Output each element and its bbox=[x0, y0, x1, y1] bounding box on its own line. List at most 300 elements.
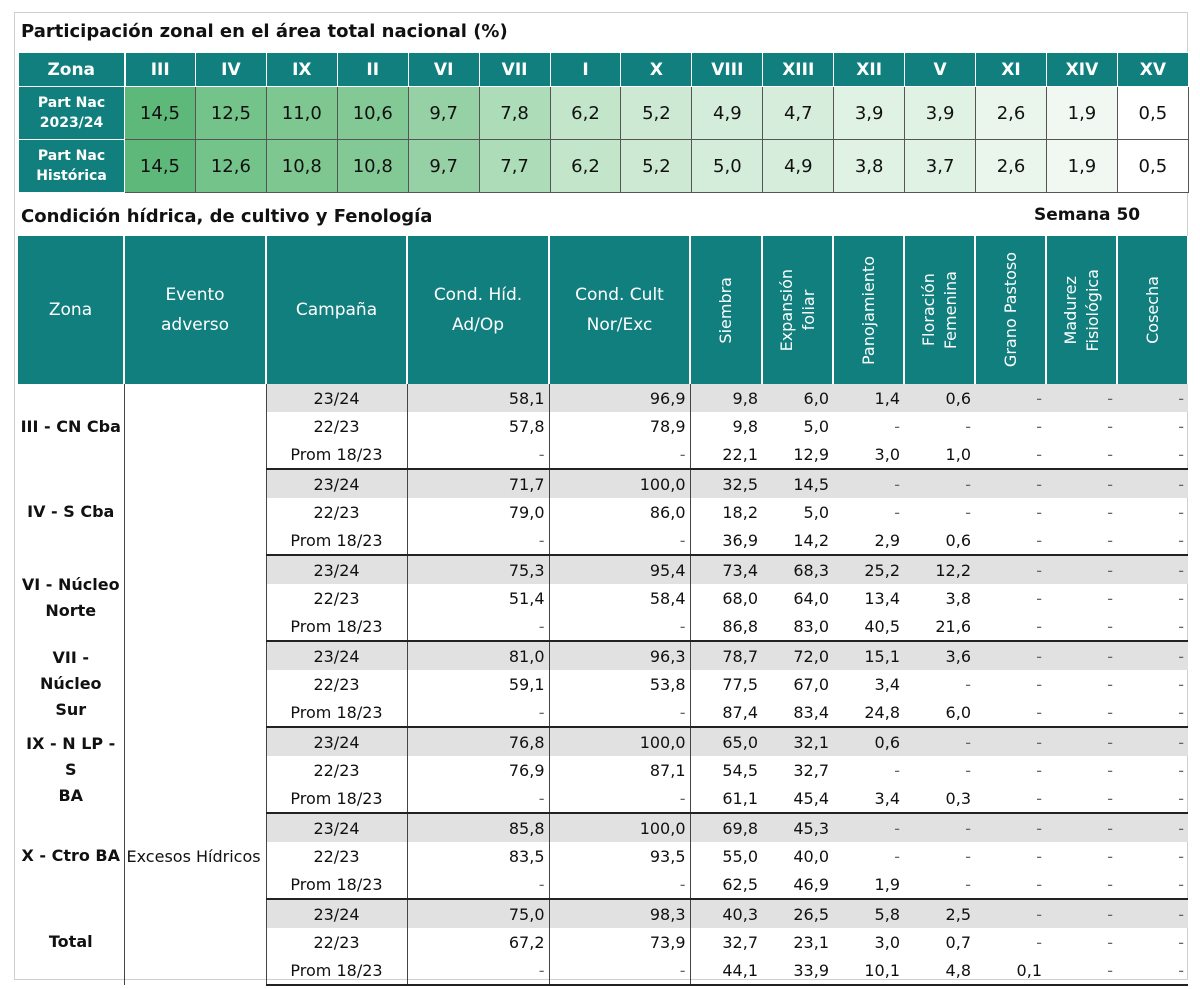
col-siembra bbox=[690, 236, 762, 384]
participation-value: 9,7 bbox=[408, 87, 479, 140]
value-cell: 67,2 bbox=[407, 928, 549, 956]
value-cell: 32,1 bbox=[762, 727, 833, 756]
campana-cell: 22/23 bbox=[266, 584, 407, 612]
value-cell: - bbox=[965, 416, 971, 436]
zone-header: I bbox=[550, 53, 621, 87]
col-madurez-line1: Madurez bbox=[1060, 275, 1080, 345]
zone-header: XIV bbox=[1046, 53, 1117, 87]
value-cell: 2,5 bbox=[904, 899, 975, 928]
evento-cell bbox=[124, 469, 266, 555]
value-cell: 100,0 bbox=[549, 469, 690, 498]
value-cell: 75,0 bbox=[407, 899, 549, 928]
value-cell: - bbox=[1046, 555, 1117, 584]
value-cell: 12,9 bbox=[762, 440, 833, 469]
value-cell: 73,4 bbox=[690, 555, 762, 584]
value-cell: 1,4 bbox=[833, 384, 904, 412]
value-cell: - bbox=[965, 846, 971, 866]
col-cond-hid bbox=[407, 236, 549, 384]
value-cell: - bbox=[965, 760, 971, 780]
zona-name-line1: VII - Núcleo bbox=[39, 648, 102, 693]
value-cell: 68,3 bbox=[762, 555, 833, 584]
value-cell: - bbox=[549, 440, 690, 469]
col-panojamiento-label: Panojamiento bbox=[858, 255, 878, 365]
participation-value: 6,2 bbox=[550, 87, 621, 140]
zona-cell bbox=[18, 727, 124, 813]
participation-row bbox=[19, 87, 1189, 140]
value-cell: 76,9 bbox=[407, 756, 549, 784]
value-cell: 0,6 bbox=[833, 727, 904, 756]
value-cell: - bbox=[975, 440, 1046, 469]
zone-header: VIII bbox=[692, 53, 763, 87]
value-cell: 83,0 bbox=[762, 612, 833, 641]
value-cell: - bbox=[407, 956, 549, 985]
col-evento bbox=[124, 236, 266, 384]
value-cell: - bbox=[975, 784, 1046, 813]
value-cell: 71,7 bbox=[407, 469, 549, 498]
value-cell: 9,8 bbox=[732, 416, 758, 436]
participation-value: 3,8 bbox=[834, 140, 905, 193]
zona-cell bbox=[18, 813, 124, 899]
value-cell: - bbox=[1178, 674, 1184, 694]
value-cell: 81,0 bbox=[407, 641, 549, 670]
value-cell: - bbox=[1036, 674, 1042, 694]
value-cell: 83,5 bbox=[407, 842, 549, 870]
row-label-line2: Histórica bbox=[36, 168, 107, 184]
value-cell: - bbox=[894, 416, 900, 436]
zone-header: IX bbox=[266, 53, 337, 87]
zone-header: VII bbox=[479, 53, 550, 87]
value-cell: 55,0 bbox=[722, 846, 758, 866]
value-cell: - bbox=[1117, 727, 1188, 756]
value-cell: - bbox=[894, 760, 900, 780]
participation-value: 7,7 bbox=[479, 140, 550, 193]
participation-value: 0,5 bbox=[1117, 87, 1188, 140]
value-cell: 96,9 bbox=[549, 384, 690, 412]
value-cell: - bbox=[1117, 612, 1188, 641]
value-cell: 54,5 bbox=[722, 760, 758, 780]
value-cell: 22,1 bbox=[690, 440, 762, 469]
conditions-row bbox=[18, 899, 1188, 928]
campana-cell: 23/24 bbox=[266, 469, 407, 498]
col-floracion-line1: Floración bbox=[918, 273, 938, 347]
value-cell: - bbox=[833, 469, 904, 498]
value-cell: - bbox=[1178, 846, 1184, 866]
value-cell: 77,5 bbox=[722, 674, 758, 694]
value-cell: - bbox=[904, 870, 975, 899]
value-cell: 45,3 bbox=[762, 813, 833, 842]
value-cell: 68,0 bbox=[722, 588, 758, 608]
col-cosecha bbox=[1117, 236, 1188, 384]
value-cell: 57,8 bbox=[407, 412, 549, 440]
value-cell: 10,1 bbox=[833, 956, 904, 985]
value-cell: - bbox=[1117, 813, 1188, 842]
value-cell: 2,9 bbox=[833, 526, 904, 555]
value-cell: - bbox=[1046, 384, 1117, 412]
value-cell: 87,1 bbox=[549, 756, 690, 784]
evento-cell bbox=[124, 899, 266, 985]
evento-cell bbox=[124, 727, 266, 813]
value-cell: - bbox=[549, 784, 690, 813]
zone-header: X bbox=[621, 53, 692, 87]
value-cell: 62,5 bbox=[690, 870, 762, 899]
value-cell: - bbox=[1046, 813, 1117, 842]
participation-value: 10,6 bbox=[337, 87, 408, 140]
participation-value: 3,9 bbox=[834, 87, 905, 140]
participation-value: 3,9 bbox=[905, 87, 976, 140]
col-floracion bbox=[904, 236, 975, 384]
value-cell: 3,0 bbox=[874, 932, 900, 952]
value-cell: 6,0 bbox=[904, 698, 975, 727]
value-cell: 9,8 bbox=[690, 384, 762, 412]
value-cell: 26,5 bbox=[762, 899, 833, 928]
zona-name-line1: X - Ctro BA bbox=[21, 846, 121, 865]
value-cell: 15,1 bbox=[833, 641, 904, 670]
value-cell: - bbox=[1036, 588, 1042, 608]
conditions-table bbox=[18, 236, 1189, 986]
zone-header: XIII bbox=[763, 53, 834, 87]
col-cond-hid-line2: Ad/Op bbox=[451, 315, 505, 335]
participation-row-label bbox=[19, 87, 125, 140]
zone-header: V bbox=[905, 53, 976, 87]
zona-cell bbox=[18, 641, 124, 727]
value-cell: - bbox=[407, 440, 549, 469]
value-cell: - bbox=[407, 612, 549, 641]
value-cell: - bbox=[407, 870, 549, 899]
value-cell: - bbox=[1107, 846, 1113, 866]
col-madurez-line2: Fisiológica bbox=[1082, 268, 1102, 352]
value-cell: - bbox=[1117, 899, 1188, 928]
col-evento-line2: adverso bbox=[161, 315, 229, 335]
value-cell: 3,8 bbox=[945, 588, 971, 608]
zone-header: XI bbox=[976, 53, 1047, 87]
value-cell: 0,3 bbox=[904, 784, 975, 813]
zona-name-line2: Sur bbox=[55, 700, 87, 719]
participation-value: 2,6 bbox=[976, 140, 1047, 193]
col-floracion-label bbox=[918, 271, 962, 349]
value-cell: - bbox=[1117, 555, 1188, 584]
value-cell: 86,8 bbox=[690, 612, 762, 641]
value-cell: 67,0 bbox=[793, 674, 829, 694]
zona-cell bbox=[18, 899, 124, 985]
col-evento-line1: Evento bbox=[165, 285, 225, 305]
value-cell: 1,9 bbox=[833, 870, 904, 899]
col-cond-hid-line1: Cond. Híd. bbox=[433, 285, 523, 305]
value-cell: 65,0 bbox=[690, 727, 762, 756]
participation-value: 4,9 bbox=[692, 87, 763, 140]
participation-title: Participación zonal en el área total nacional (%) bbox=[21, 21, 508, 42]
zona-cell bbox=[18, 469, 124, 555]
campana-cell: Prom 18/23 bbox=[266, 440, 407, 469]
campana-cell: Prom 18/23 bbox=[266, 698, 407, 727]
value-cell: 40,0 bbox=[793, 846, 829, 866]
value-cell: - bbox=[549, 956, 690, 985]
value-cell: 100,0 bbox=[549, 813, 690, 842]
value-cell: - bbox=[1046, 956, 1117, 985]
conditions-row bbox=[18, 469, 1188, 498]
participation-value: 2,6 bbox=[976, 87, 1047, 140]
value-cell: - bbox=[894, 846, 900, 866]
zona-header: Zona bbox=[19, 53, 125, 87]
value-cell: 85,8 bbox=[407, 813, 549, 842]
value-cell: 83,4 bbox=[762, 698, 833, 727]
value-cell: 40,5 bbox=[833, 612, 904, 641]
value-cell: 32,5 bbox=[690, 469, 762, 498]
conditions-row bbox=[18, 813, 1188, 842]
value-cell: - bbox=[407, 526, 549, 555]
zona-cell bbox=[18, 555, 124, 641]
zone-header: IV bbox=[195, 53, 266, 87]
value-cell: - bbox=[1107, 588, 1113, 608]
col-expansion-line1: Expansión bbox=[776, 268, 796, 352]
value-cell: - bbox=[975, 469, 1046, 498]
participation-value: 5,2 bbox=[621, 140, 692, 193]
col-cond-cult-line1: Cond. Cult bbox=[575, 285, 664, 305]
col-expansion bbox=[762, 236, 833, 384]
campana-cell: Prom 18/23 bbox=[266, 956, 407, 985]
evento-cell bbox=[124, 641, 266, 727]
value-cell: - bbox=[975, 641, 1046, 670]
col-campana: Campaña bbox=[266, 236, 407, 384]
value-cell: 32,7 bbox=[722, 932, 758, 952]
value-cell: 5,0 bbox=[803, 502, 829, 522]
value-cell: 3,4 bbox=[874, 674, 900, 694]
value-cell: 75,3 bbox=[407, 555, 549, 584]
value-cell: 36,9 bbox=[690, 526, 762, 555]
campana-cell: 23/24 bbox=[266, 899, 407, 928]
conditions-header-row bbox=[18, 236, 1188, 384]
value-cell: 76,8 bbox=[407, 727, 549, 756]
value-cell: - bbox=[407, 698, 549, 727]
participation-value: 12,6 bbox=[195, 140, 266, 193]
value-cell: - bbox=[1046, 899, 1117, 928]
value-cell: - bbox=[1117, 526, 1188, 555]
zone-header: XV bbox=[1117, 53, 1188, 87]
col-expansion-label bbox=[776, 269, 820, 351]
participation-value: 9,7 bbox=[408, 140, 479, 193]
value-cell: 3,0 bbox=[833, 440, 904, 469]
value-cell: 1,0 bbox=[904, 440, 975, 469]
value-cell: - bbox=[1107, 416, 1113, 436]
value-cell: - bbox=[1117, 956, 1188, 985]
participation-row bbox=[19, 140, 1189, 193]
value-cell: - bbox=[1117, 870, 1188, 899]
value-cell: - bbox=[833, 813, 904, 842]
value-cell: - bbox=[1178, 760, 1184, 780]
value-cell: 0,6 bbox=[904, 384, 975, 412]
col-floracion-line2: Femenina bbox=[940, 270, 960, 350]
value-cell: 23,1 bbox=[793, 932, 829, 952]
value-cell: 78,7 bbox=[690, 641, 762, 670]
col-cond-cult bbox=[549, 236, 690, 384]
zone-header: VI bbox=[408, 53, 479, 87]
zona-name-line2: BA bbox=[58, 786, 84, 805]
conditions-row bbox=[18, 384, 1188, 412]
value-cell: - bbox=[965, 502, 971, 522]
value-cell: 3,6 bbox=[904, 641, 975, 670]
zona-name-line1: III - CN Cba bbox=[20, 416, 121, 436]
value-cell: - bbox=[904, 469, 975, 498]
participation-value: 10,8 bbox=[337, 140, 408, 193]
value-cell: - bbox=[1117, 384, 1188, 412]
value-cell: 61,1 bbox=[690, 784, 762, 813]
campana-cell: 22/23 bbox=[266, 412, 407, 440]
participation-value: 1,9 bbox=[1046, 87, 1117, 140]
value-cell: 100,0 bbox=[549, 727, 690, 756]
campana-cell: 23/24 bbox=[266, 641, 407, 670]
col-siembra-label: Siembra bbox=[716, 276, 735, 344]
campana-cell: 22/23 bbox=[266, 670, 407, 698]
value-cell: - bbox=[549, 612, 690, 641]
zone-header: XII bbox=[834, 53, 905, 87]
value-cell: 21,6 bbox=[904, 612, 975, 641]
value-cell: 46,9 bbox=[762, 870, 833, 899]
participation-value: 12,5 bbox=[195, 87, 266, 140]
col-madurez bbox=[1046, 236, 1117, 384]
participation-value: 6,2 bbox=[550, 140, 621, 193]
value-cell: - bbox=[1046, 698, 1117, 727]
col-panojamiento bbox=[833, 236, 904, 384]
value-cell: 69,8 bbox=[690, 813, 762, 842]
campana-cell: Prom 18/23 bbox=[266, 526, 407, 555]
value-cell: - bbox=[1117, 784, 1188, 813]
value-cell: 44,1 bbox=[690, 956, 762, 985]
value-cell: - bbox=[1107, 502, 1113, 522]
row-label-line1: Part Nac bbox=[37, 148, 106, 164]
value-cell: 4,8 bbox=[904, 956, 975, 985]
value-cell: 93,5 bbox=[549, 842, 690, 870]
campana-cell: 22/23 bbox=[266, 498, 407, 526]
week-label: Semana 50 bbox=[1034, 205, 1141, 225]
campana-cell: 23/24 bbox=[266, 555, 407, 584]
conditions-row bbox=[18, 727, 1188, 756]
value-cell: 5,0 bbox=[803, 416, 829, 436]
value-cell: - bbox=[1178, 416, 1184, 436]
zone-header: III bbox=[125, 53, 196, 87]
participation-table bbox=[18, 52, 1189, 193]
zone-header: II bbox=[337, 53, 408, 87]
value-cell: - bbox=[549, 870, 690, 899]
row-label-line1: Part Nac bbox=[37, 95, 106, 111]
col-madurez-label bbox=[1060, 269, 1104, 352]
conditions-title: Condición hídrica, de cultivo y Fenología bbox=[21, 206, 433, 227]
value-cell: - bbox=[1178, 932, 1184, 952]
col-grano bbox=[975, 236, 1046, 384]
participation-value: 0,5 bbox=[1117, 140, 1188, 193]
participation-value: 5,0 bbox=[692, 140, 763, 193]
conditions-row bbox=[18, 641, 1188, 670]
campana-cell: 23/24 bbox=[266, 813, 407, 842]
value-cell: - bbox=[904, 727, 975, 756]
col-cond-cult-line2: Nor/Exc bbox=[586, 315, 653, 335]
value-cell: - bbox=[1178, 588, 1184, 608]
value-cell: - bbox=[1046, 469, 1117, 498]
value-cell: - bbox=[975, 870, 1046, 899]
participation-value: 5,2 bbox=[621, 87, 692, 140]
zona-cell bbox=[18, 384, 124, 469]
value-cell: 51,4 bbox=[407, 584, 549, 612]
value-cell: 98,3 bbox=[549, 899, 690, 928]
value-cell: - bbox=[549, 698, 690, 727]
evento-cell: Excesos Hídricos bbox=[124, 813, 266, 899]
zona-name-line1: VI - Núcleo bbox=[21, 575, 120, 594]
participation-value: 14,5 bbox=[125, 140, 196, 193]
value-cell: 58,1 bbox=[407, 384, 549, 412]
value-cell: - bbox=[1107, 932, 1113, 952]
value-cell: 6,0 bbox=[762, 384, 833, 412]
value-cell: 58,4 bbox=[549, 584, 690, 612]
participation-value: 14,5 bbox=[125, 87, 196, 140]
zona-name-line1: Total bbox=[48, 932, 93, 951]
value-cell: 79,0 bbox=[407, 498, 549, 526]
participation-value: 3,7 bbox=[905, 140, 976, 193]
value-cell: 95,4 bbox=[549, 555, 690, 584]
value-cell: - bbox=[1036, 932, 1042, 952]
value-cell: 87,4 bbox=[690, 698, 762, 727]
value-cell: 72,0 bbox=[762, 641, 833, 670]
campana-cell: 22/23 bbox=[266, 756, 407, 784]
col-expansion-line2: foliar bbox=[798, 289, 818, 331]
value-cell: 32,7 bbox=[793, 760, 829, 780]
value-cell: 24,8 bbox=[833, 698, 904, 727]
value-cell: - bbox=[1117, 469, 1188, 498]
value-cell: - bbox=[975, 698, 1046, 727]
value-cell: 14,5 bbox=[762, 469, 833, 498]
value-cell: 45,4 bbox=[762, 784, 833, 813]
participation-value: 11,0 bbox=[266, 87, 337, 140]
value-cell: 3,4 bbox=[833, 784, 904, 813]
value-cell: 14,2 bbox=[762, 526, 833, 555]
zona-name-line1: IX - N LP - S bbox=[26, 734, 116, 779]
value-cell: - bbox=[1046, 870, 1117, 899]
participation-header-row bbox=[19, 53, 1189, 87]
value-cell: - bbox=[1036, 760, 1042, 780]
value-cell: 18,2 bbox=[722, 502, 758, 522]
participation-value: 10,8 bbox=[266, 140, 337, 193]
value-cell: 0,7 bbox=[945, 932, 971, 952]
value-cell: - bbox=[975, 727, 1046, 756]
value-cell: 13,4 bbox=[864, 588, 900, 608]
value-cell: 5,8 bbox=[833, 899, 904, 928]
participation-row-label bbox=[19, 140, 125, 193]
col-zona: Zona bbox=[18, 236, 124, 384]
value-cell: - bbox=[975, 899, 1046, 928]
value-cell: - bbox=[965, 674, 971, 694]
value-cell: - bbox=[1117, 698, 1188, 727]
value-cell: - bbox=[975, 612, 1046, 641]
row-label-line2: 2023/24 bbox=[39, 115, 104, 131]
value-cell: - bbox=[1046, 727, 1117, 756]
value-cell: - bbox=[1107, 760, 1113, 780]
participation-value: 4,9 bbox=[763, 140, 834, 193]
value-cell: 0,6 bbox=[904, 526, 975, 555]
col-grano-label: Grano Pastoso bbox=[1000, 252, 1020, 368]
value-cell: - bbox=[1117, 641, 1188, 670]
participation-value: 7,8 bbox=[479, 87, 550, 140]
campana-cell: Prom 18/23 bbox=[266, 612, 407, 641]
campana-cell: 23/24 bbox=[266, 727, 407, 756]
col-cosecha-label: Cosecha bbox=[1142, 276, 1162, 344]
value-cell: 12,2 bbox=[904, 555, 975, 584]
value-cell: 86,0 bbox=[549, 498, 690, 526]
value-cell: - bbox=[407, 784, 549, 813]
value-cell: 59,1 bbox=[407, 670, 549, 698]
value-cell: - bbox=[1046, 526, 1117, 555]
value-cell: - bbox=[975, 526, 1046, 555]
zona-name-line1: IV - S Cba bbox=[27, 502, 115, 521]
value-cell: - bbox=[1036, 502, 1042, 522]
value-cell: - bbox=[894, 502, 900, 522]
value-cell: 73,9 bbox=[549, 928, 690, 956]
